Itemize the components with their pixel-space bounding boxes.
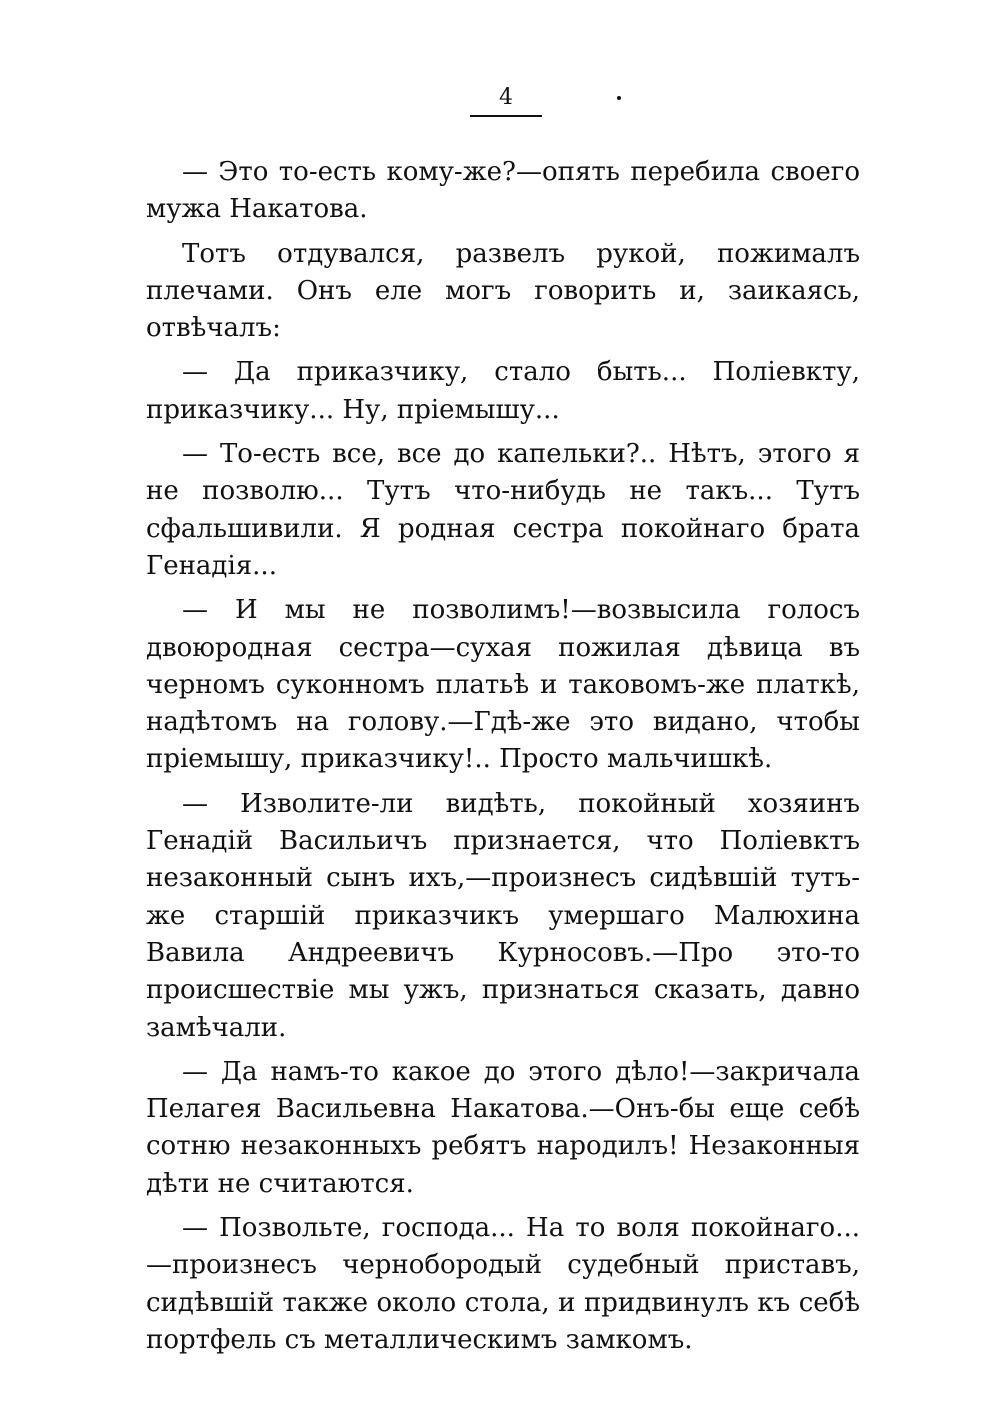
- page-number: 4: [499, 85, 513, 110]
- paragraph-8: — Позвольте, господа... На то воля покойнаго...—произнесъ чернобородый судебный приставъ, сидѣвшій также около стола, и придвинулъ къ себѣ портфель съ металлическимъ замкомъ.: [146, 1213, 860, 1355]
- paragraph-4: — То-есть все, все до капельки?.. Нѣтъ, этого я не позволю... Тутъ что-нибудь не такъ... Тутъ сфальшивили. Я родная сестра покойнаго брата Генадія...: [146, 439, 860, 581]
- paragraph-5: — И мы не позволимъ!—возвысила голосъ двоюродная сестра—сухая пожилая дѣвица въ черномъ суконномъ платьѣ и таковомъ-же платкѣ, надѣтомъ на голову.—Гдѣ-же это видано, чтобы пріемышу, приказчику!.. Просто мальчишкѣ.: [146, 595, 860, 775]
- page-header: [0, 84, 1000, 124]
- paragraph-1: — Это то-есть кому-же?—опять перебила своего мужа Накатова.: [146, 157, 860, 225]
- paragraph-6: — Изволите-ли видѣть, покойный хозяинъ Генадій Васильичъ признается, что Поліевктъ незаконный сынъ ихъ,—произнесъ сидѣвшій тутъ-же старшій приказчикъ умершаго Малюхина Вавила Андреевичъ Курносовъ.—Про это-то происшествіе мы ужъ, признаться сказать, давно замѣчали.: [146, 788, 860, 1043]
- text-body: [146, 154, 860, 1366]
- paragraph-7: — Да намъ-то какое до этого дѣло!—закричала Пелагея Васильевна Накатова.—Онъ-бы еще себѣ сотню незаконныхъ ребятъ народилъ! Незаконныя дѣти не считаются.: [146, 1056, 860, 1199]
- header-rule: [470, 115, 542, 117]
- paragraph-3: — Да приказчику, стало быть... Поліевкту, приказчику... Ну, пріемышу...: [146, 357, 860, 425]
- paragraph-2: Тотъ отдувался, развелъ рукой, пожималъ плечами. Онъ еле могъ говорить и, заикаясь, отвѣчалъ:: [146, 238, 860, 344]
- print-speck: [617, 96, 621, 100]
